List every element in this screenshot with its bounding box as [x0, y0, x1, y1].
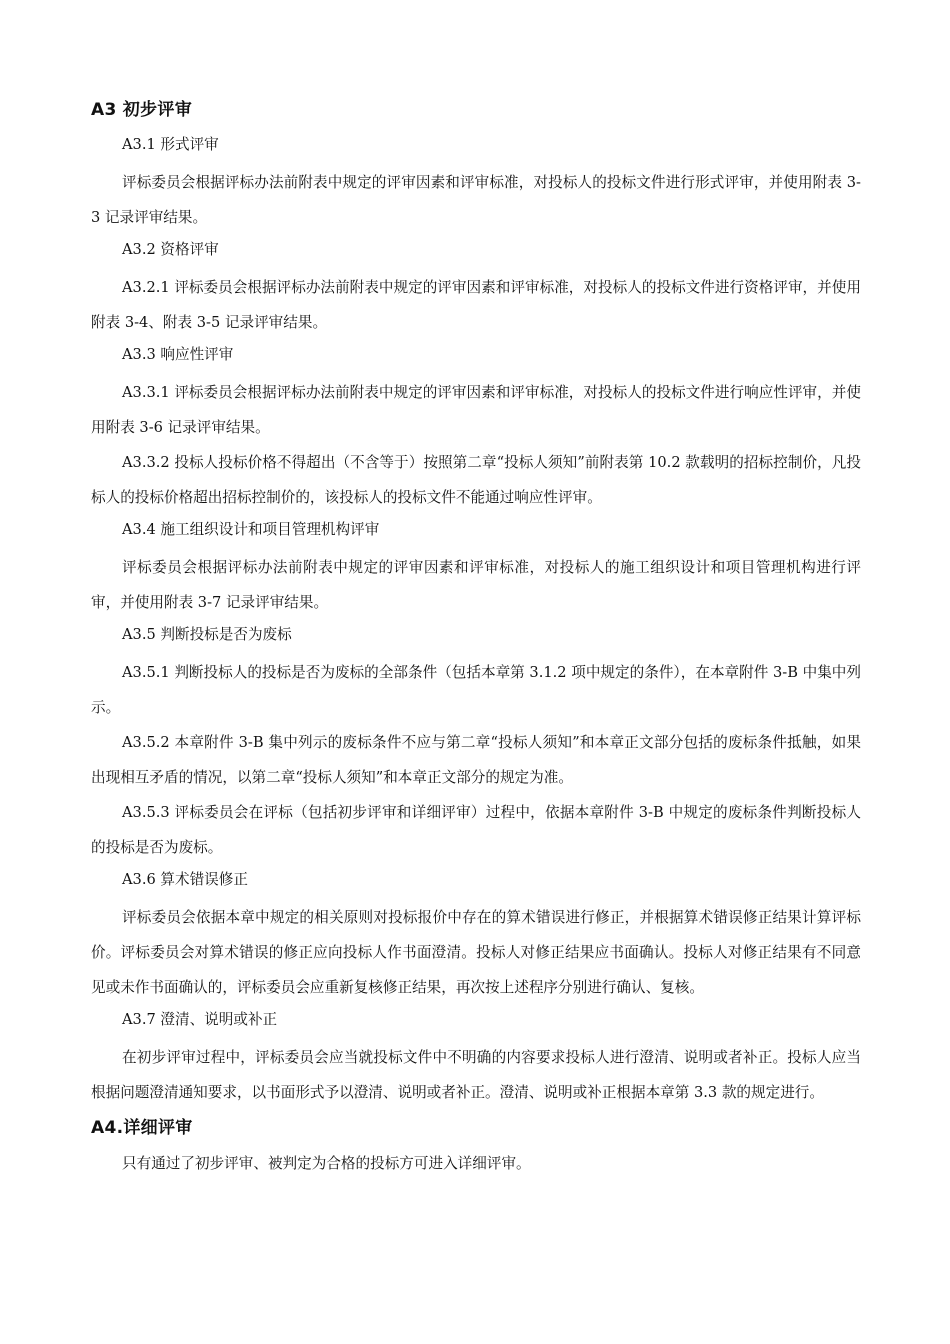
subsection-title-a3-3: A3.3 响应性评审	[122, 346, 234, 363]
paragraph-a3-6: 评标委员会依据本章中规定的相关原则对投标报价中存在的算术错误进行修正，并根据算术错误修正结果计算评标价。评标委员会对算术错误的修正应向投标人作书面澄清。投标人对修正结果应书面确认。投标人对修正结果有不同意见或未作书面确认的，评标委员会应重新复核修正结果，再次按上述程序分别进行确认、复核。	[91, 909, 861, 996]
subsection-title-a3-7: A3.7 澄清、说明或补正	[122, 1011, 278, 1028]
paragraph-a3-5-2: A3.5.2 本章附件 3-B 集中列示的废标条件不应与第二章“投标人须知”和本章正文部分包括的废标条件抵触，如果出现相互矛盾的情况，以第二章“投标人须知”和本章正文部分的规定为准。	[91, 734, 861, 786]
section-heading-a4: A4.详细评审	[91, 1118, 193, 1138]
paragraph-a3-7: 在初步评审过程中，评标委员会应当就投标文件中不明确的内容要求投标人进行澄清、说明或者补正。投标人应当根据问题澄清通知要求，以书面形式予以澄清、说明或者补正。澄清、说明或补正根据本章第 3.3 款的规定进行。	[91, 1049, 861, 1101]
subsection-title-a3-2: A3.2 资格评审	[122, 241, 219, 258]
subsection-title-a3-4: A3.4 施工组织设计和项目管理机构评审	[122, 521, 380, 538]
subsection-title-a3-1: A3.1 形式评审	[122, 136, 219, 153]
paragraph-a3-3-1: A3.3.1 评标委员会根据评标办法前附表中规定的评审因素和评审标准，对投标人的投标文件进行响应性评审，并使用附表 3-6 记录评审结果。	[91, 384, 861, 436]
paragraph-a3-5-1: A3.5.1 判断投标人的投标是否为废标的全部条件（包括本章第 3.1.2 项中规定的条件），在本章附件 3-B 中集中列示。	[91, 664, 861, 716]
paragraph-a3-2-1: A3.2.1 评标委员会根据评标办法前附表中规定的评审因素和评审标准，对投标人的投标文件进行资格评审，并使用附表 3-4、附表 3-5 记录评审结果。	[91, 279, 861, 331]
subsection-title-a3-6: A3.6 算术错误修正	[122, 871, 248, 888]
paragraph-a3-5-3: A3.5.3 评标委员会在评标（包括初步评审和详细评审）过程中，依据本章附件 3-B 中规定的废标条件判断投标人的投标是否为废标。	[91, 804, 861, 856]
paragraph-a4: 只有通过了初步评审、被判定为合格的投标方可进入详细评审。	[122, 1155, 531, 1172]
paragraph-a3-1: 评标委员会根据评标办法前附表中规定的评审因素和评审标准，对投标人的投标文件进行形式评审，并使用附表 3-3 记录评审结果。	[91, 174, 861, 226]
section-heading-a3: A3 初步评审	[91, 100, 193, 120]
document-page	[91, 96, 861, 1181]
paragraph-a3-3-2: A3.3.2 投标人投标价格不得超出（不含等于）按照第二章“投标人须知”前附表第 10.2 款载明的招标控制价，凡投标人的投标价格超出招标控制价的，该投标人的投标文件不能通过响应性评审。	[91, 454, 861, 506]
subsection-title-a3-5: A3.5 判断投标是否为废标	[122, 626, 292, 643]
paragraph-a3-4: 评标委员会根据评标办法前附表中规定的评审因素和评审标准，对投标人的施工组织设计和项目管理机构进行评审，并使用附表 3-7 记录评审结果。	[91, 559, 861, 611]
